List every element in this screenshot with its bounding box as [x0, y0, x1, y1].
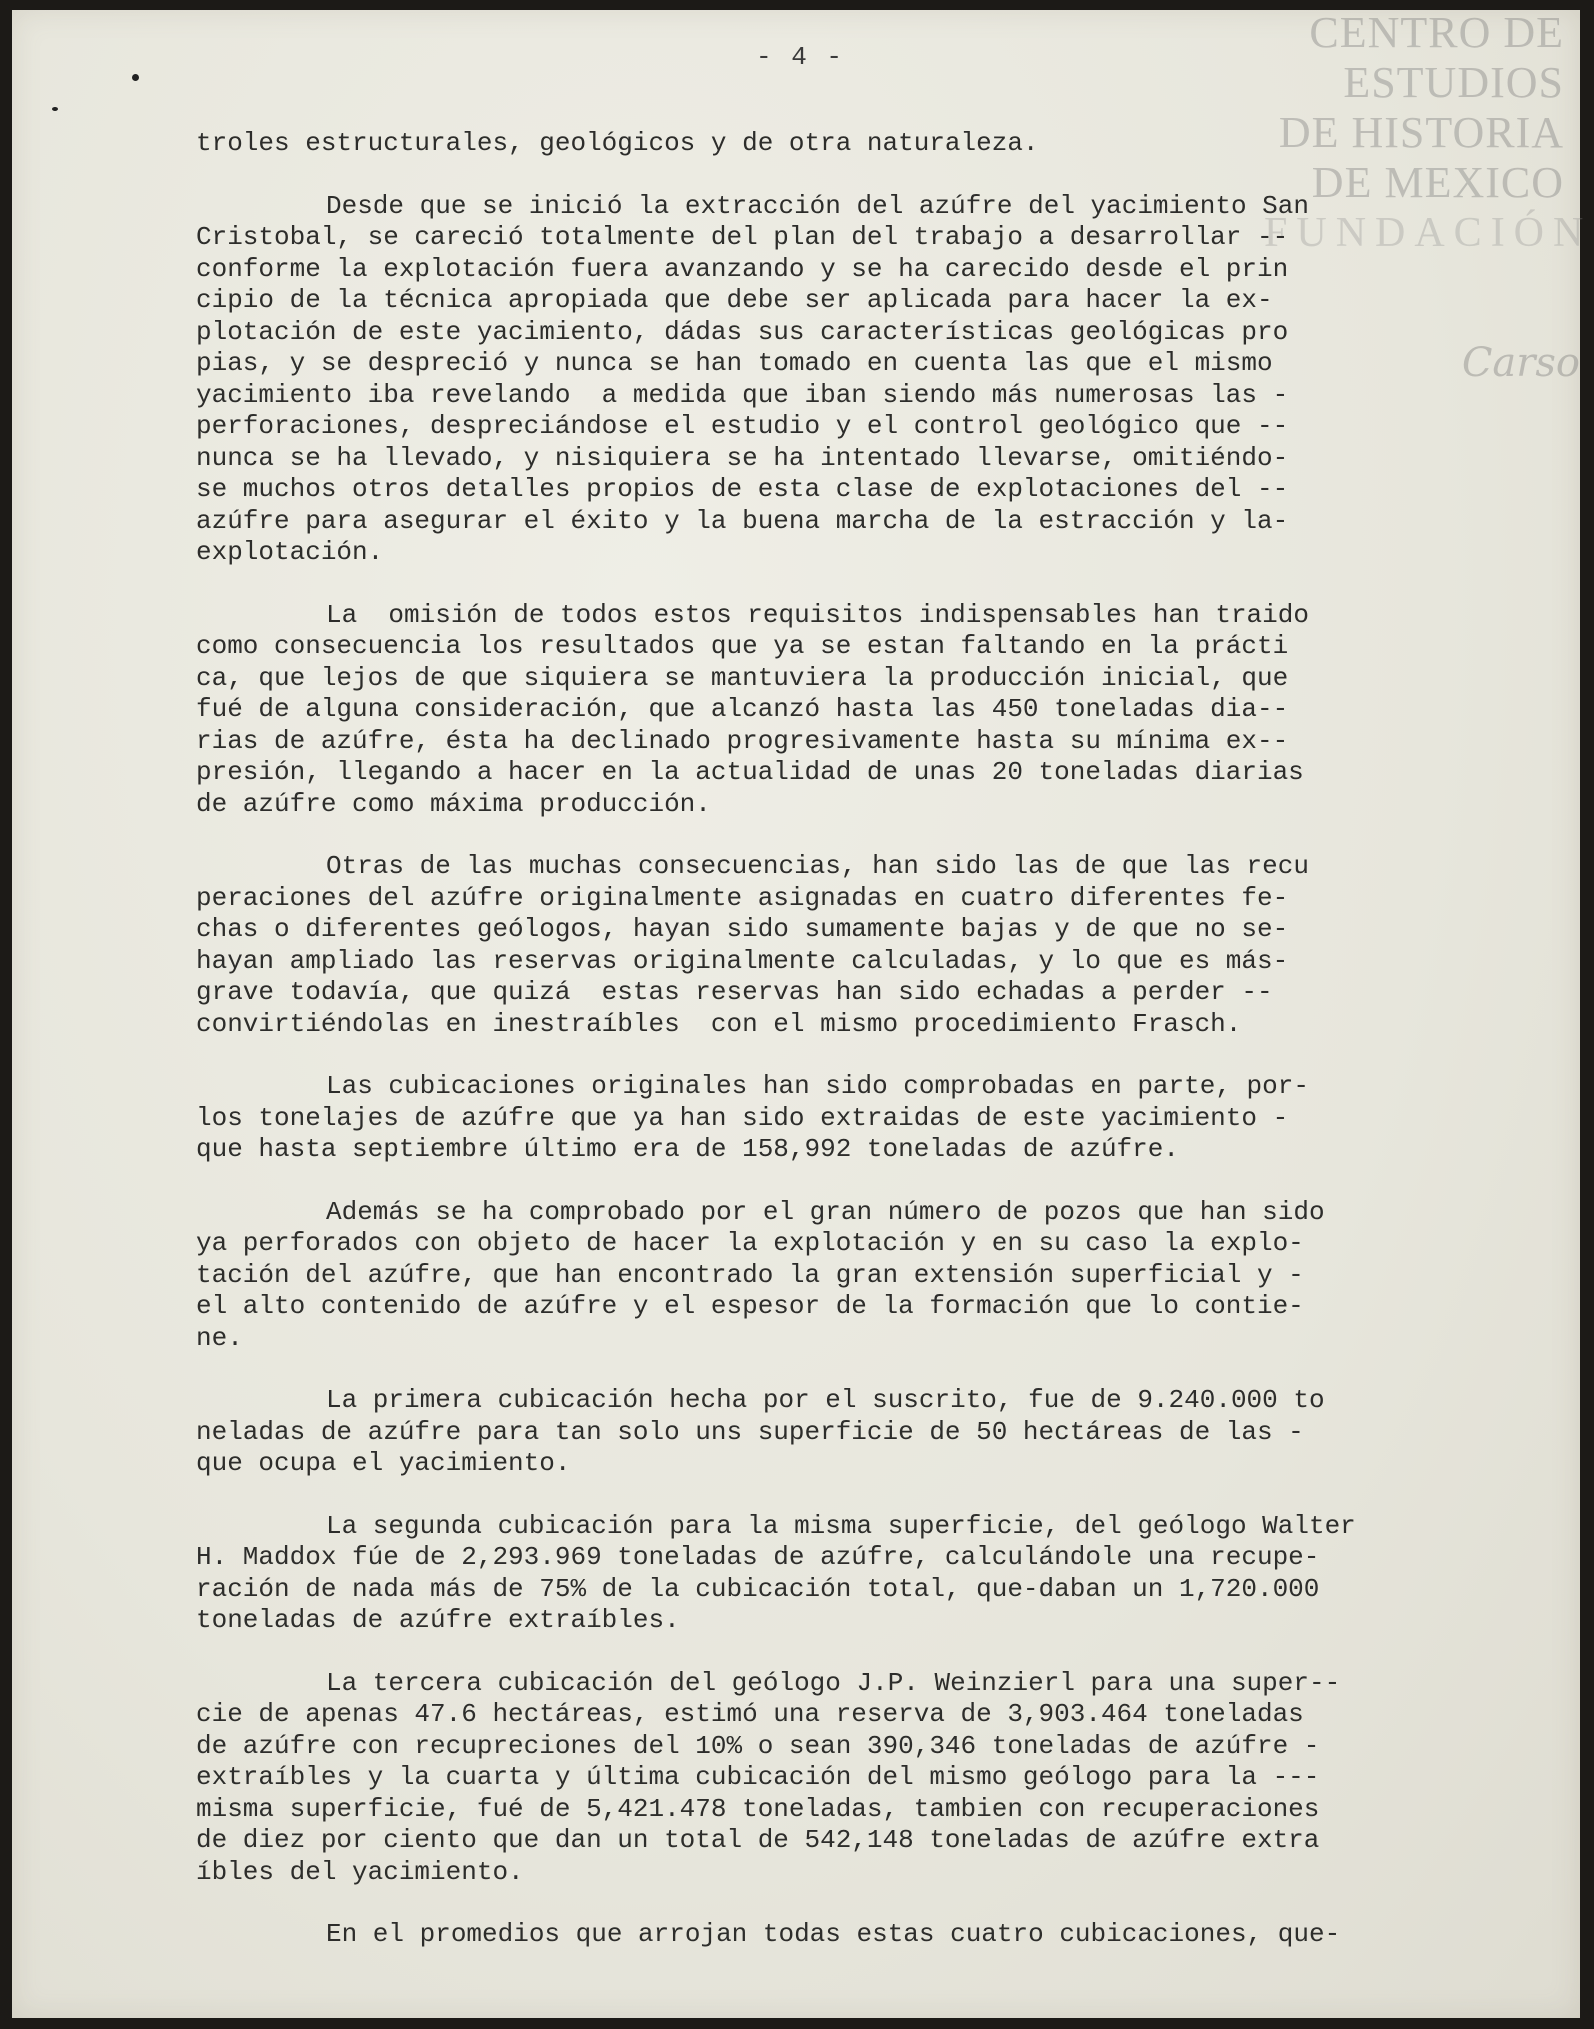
text-line: ne.	[196, 1322, 243, 1353]
text-line: Cristobal, se careció totalmente del plan del trabajo a desarrollar --	[196, 222, 1289, 252]
watermark-line: DE MEXICO	[1311, 158, 1564, 207]
text-line: cie de apenas 47.6 hectáreas, estimó una reserva de 3,903.464 toneladas	[196, 1699, 1304, 1729]
paragraph	[196, 128, 1526, 160]
text-line: yacimiento iba revelando a medida que iban siendo más numerosas las -	[196, 379, 1289, 410]
text-line: pias, y se despreció y nunca se han tomado en cuenta las que el mismo	[196, 348, 1273, 378]
paragraph	[196, 1385, 1526, 1480]
text-line: peraciones del azúfre originalmente asignadas en cuatro diferentes fe-	[196, 882, 1289, 913]
paragraph	[196, 1071, 1526, 1166]
watermark-line: ESTUDIOS	[1343, 58, 1564, 107]
paragraph	[196, 1668, 1526, 1889]
text-line: La primera cubicación hecha por el suscrito, fue de 9.240.000 to	[326, 1385, 1325, 1415]
text-line: convirtiéndolas en inestraíbles con el mismo procedimiento Frasch.	[196, 1008, 1242, 1039]
text-line: extraíbles y la cuarta y última cubicación del mismo geólogo para la ---	[196, 1762, 1320, 1792]
text-line: como consecuencia los resultados que ya se estan faltando en la prácti	[196, 631, 1289, 661]
text-line: nunca se ha llevado, y nisiquiera se ha intentado llevarse, omitiéndo-	[196, 442, 1289, 473]
text-line: tación del azúfre, que han encontrado la gran extensión superficial y -	[196, 1259, 1304, 1290]
text-line: ca, que lejos de que siquiera se mantuviera la producción inicial, que	[196, 662, 1289, 693]
text-line: hayan ampliado las reservas originalmente calculadas, y lo que es más-	[196, 945, 1289, 976]
text-line: neladas de azúfre para tan solo uns superficie de 50 hectáreas de las -	[196, 1416, 1304, 1447]
text-line: que hasta septiembre último era de 158,992 toneladas de azúfre.	[196, 1134, 1179, 1164]
text-line: de azúfre como máxima producción.	[196, 788, 711, 819]
text-line: Otras de las muchas consecuencias, han sido las de que las recu	[326, 851, 1309, 881]
watermark-line: DE HISTORIA	[1278, 108, 1564, 157]
paragraph	[196, 191, 1526, 569]
page-number: - 4 -	[755, 42, 844, 72]
text-line: de diez por ciento que dan un total de 542,148 toneladas de azúfre extra	[196, 1825, 1320, 1855]
text-line: el alto contenido de azúfre y el espesor de la formación que lo contie-	[196, 1291, 1304, 1321]
text-line: En el promedios que arrojan todas estas cuatro cubicaciones, que-	[326, 1919, 1341, 1949]
text-line: La omisión de todos estos requisitos indispensables han traido	[326, 599, 1309, 630]
text-line: grave todavía, que quizá estas reservas han sido echadas a perder --	[196, 977, 1273, 1007]
paragraph	[196, 1919, 1526, 1951]
text-line: La tercera cubicación del geólogo J.P. Weinzierl para una super--	[326, 1667, 1341, 1698]
text-line: explotación.	[196, 537, 384, 567]
text-line: íbles del yacimiento.	[196, 1856, 524, 1887]
text-line: ración de nada más de 75% de la cubicación total, que-daban un 1,720.000	[196, 1573, 1320, 1604]
text-line: plotación de este yacimiento, dádas sus características geológicas pro	[196, 316, 1289, 347]
text-line: H. Maddox fúe de 2,293.969 toneladas de azúfre, calculándole una recupe-	[196, 1542, 1320, 1572]
text-line: troles estructurales, geológicos y de otra naturaleza.	[196, 128, 1039, 158]
watermark-line: CENTRO DE	[1309, 8, 1564, 57]
watermark-foundation: FUNDACIÓN	[1264, 210, 1593, 256]
paragraph	[196, 1511, 1526, 1637]
paragraph	[196, 851, 1526, 1040]
paragraph	[196, 600, 1526, 821]
text-line: Además se ha comprobado por el gran número de pozos que han sido	[326, 1196, 1325, 1227]
paragraph	[196, 1197, 1526, 1355]
text-line: presión, llegando a hacer en la actualidad de unas 20 toneladas diarias	[196, 757, 1304, 787]
text-line: Las cubicaciones originales han sido comprobadas en parte, por-	[326, 1071, 1309, 1101]
text-line: cipio de la técnica apropiada que debe ser aplicada para hacer la ex-	[196, 285, 1273, 315]
document-body	[196, 128, 1526, 1982]
text-line: de azúfre con recupreciones del 10% o sean 390,346 toneladas de azúfre -	[196, 1730, 1320, 1761]
text-line: perforaciones, despreciándose el estudio y el control geológico que --	[196, 411, 1289, 441]
watermark-signature: Carso	[1461, 340, 1580, 386]
text-line: se muchos otros detalles propios de esta clase de explotaciones del --	[196, 474, 1289, 504]
text-line: los tonelajes de azúfre que ya han sido extraidas de este yacimiento -	[196, 1102, 1289, 1133]
text-line: La segunda cubicación para la misma superficie, del geólogo Walter	[326, 1510, 1356, 1541]
text-line: rias de azúfre, ésta ha declinado progresivamente hasta su mínima ex--	[196, 725, 1289, 756]
text-line: toneladas de azúfre extraíbles.	[196, 1605, 680, 1635]
ink-speck	[132, 74, 139, 81]
ink-speck	[52, 107, 58, 111]
text-line: misma superficie, fué de 5,421.478 toneladas, tambien con recuperaciones	[196, 1793, 1320, 1824]
text-line: que ocupa el yacimiento.	[196, 1448, 571, 1478]
text-line: conforme la explotación fuera avanzando y se ha carecido desde el prin	[196, 253, 1289, 284]
text-line: Desde que se inició la extracción del azúfre del yacimiento San	[326, 190, 1309, 221]
text-line: azúfre para asegurar el éxito y la buena marcha de la estracción y la-	[196, 505, 1289, 536]
text-line: ya perforados con objeto de hacer la explotación y en su caso la explo-	[196, 1228, 1304, 1258]
text-line: fué de alguna consideración, que alcanzó hasta las 450 toneladas dia--	[196, 694, 1289, 724]
text-line: chas o diferentes geólogos, hayan sido sumamente bajas y de que no se-	[196, 914, 1289, 944]
